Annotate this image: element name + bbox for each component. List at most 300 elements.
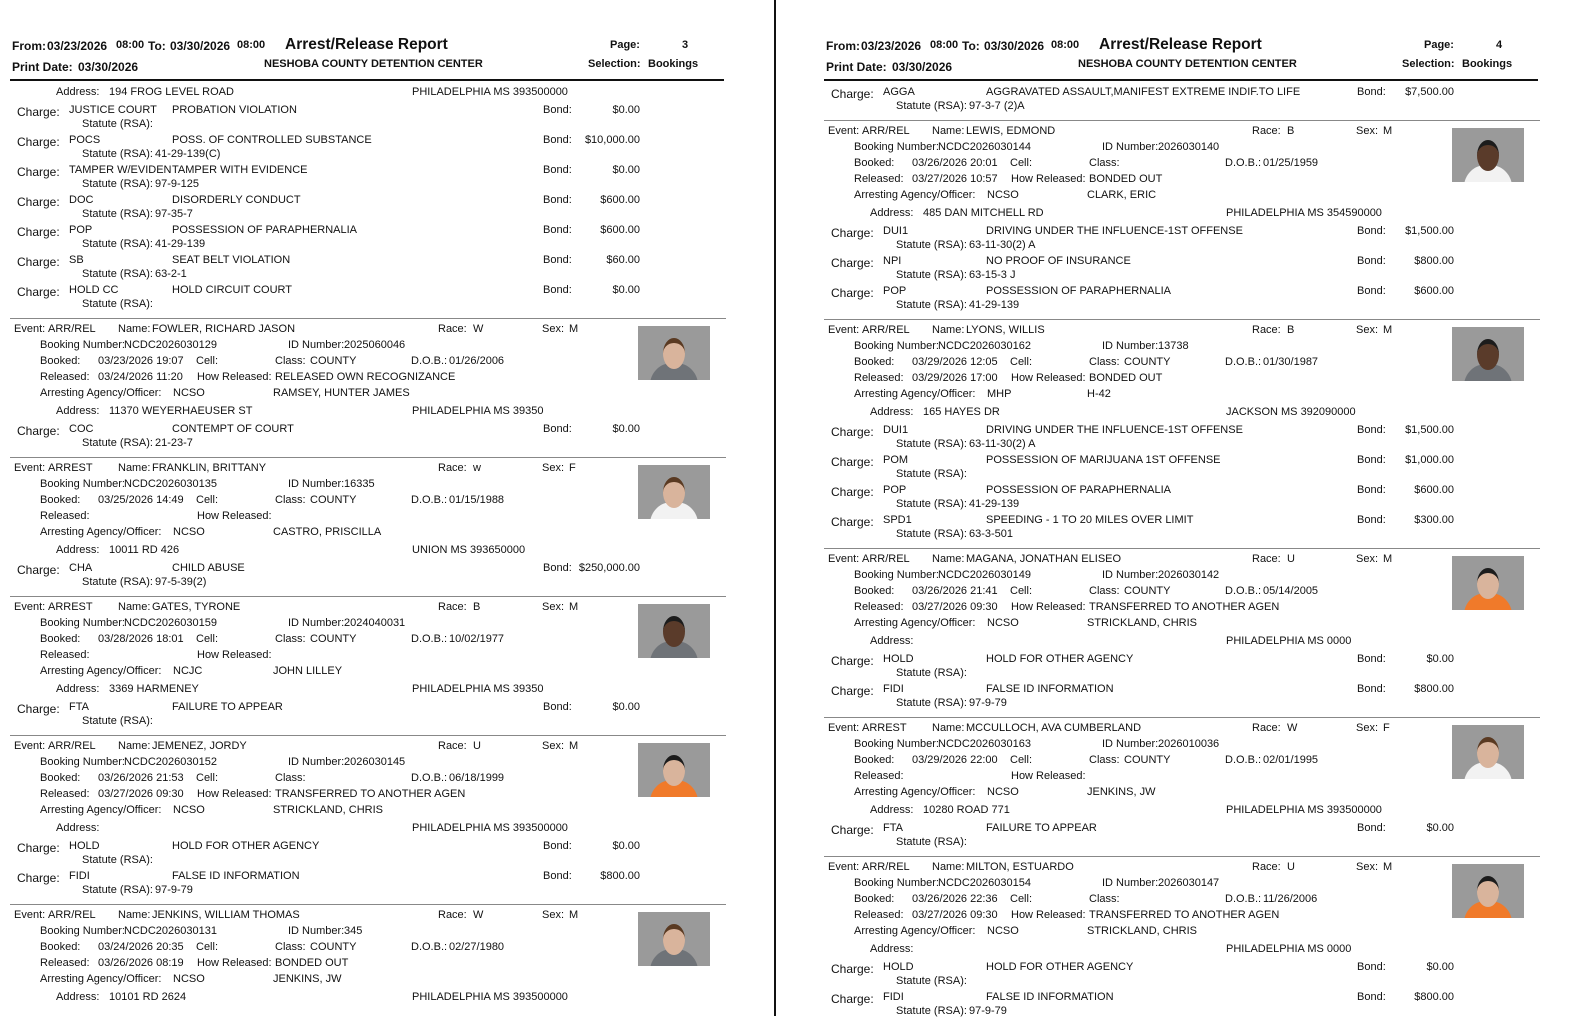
booked-label: Booked:	[854, 356, 895, 368]
cell-label: Cell:	[196, 941, 219, 953]
booking-label: Booking Number:	[854, 141, 939, 153]
charge-code: HOLD	[883, 653, 914, 665]
charge-label: Charge:	[17, 285, 60, 299]
booking-label: Booking Number:	[40, 617, 125, 629]
race-value: B	[473, 601, 481, 613]
event-type: ARR/REL	[862, 553, 910, 565]
charge-label: Charge:	[831, 286, 874, 300]
id-number: 2026030140	[1158, 141, 1220, 153]
charge-description: HOLD FOR OTHER AGENCY	[986, 961, 1134, 973]
address-label: Address:	[56, 405, 100, 417]
record-separator	[824, 717, 1540, 718]
how-released-label: How Released:	[197, 957, 272, 969]
sex-label: Sex:	[542, 601, 565, 613]
address-label: Address:	[870, 804, 914, 816]
address-street: 10101 RD 2624	[109, 991, 187, 1003]
from-date: 03/23/2026	[861, 39, 922, 53]
booked-datetime: 03/28/2026 18:01	[98, 633, 184, 645]
event-label: Event:	[14, 462, 46, 474]
record-separator	[824, 120, 1540, 121]
event-type: ARREST	[862, 722, 907, 734]
bond-amount: $600.00	[1414, 285, 1454, 297]
class-label: Class:	[275, 355, 306, 367]
charge-code: SPD1	[883, 514, 912, 526]
bond-amount: $0.00	[1426, 653, 1454, 665]
cell-label: Cell:	[1010, 754, 1033, 766]
bond-amount: $7,500.00	[1405, 86, 1454, 98]
officer-value: H-42	[1087, 388, 1111, 400]
booking-photo	[1452, 864, 1524, 918]
bond-amount: $60.00	[606, 254, 640, 266]
charge-code: POP	[883, 285, 907, 297]
inmate-name: MILTON, ESTUARDO	[966, 861, 1074, 873]
page-number: 3	[682, 39, 689, 51]
how-released-value: BONDED OUT	[1089, 372, 1163, 384]
booking-label: Booking Number:	[854, 738, 939, 750]
charge-code: FTA	[883, 822, 903, 834]
booked-datetime: 03/29/2026 12:05	[912, 356, 998, 368]
inmate-name: FRANKLIN, BRITTANY	[152, 462, 267, 474]
statute-value: 41-29-139	[969, 498, 1020, 510]
booked-datetime: 03/29/2026 22:00	[912, 754, 998, 766]
id-label: ID Number:	[1102, 738, 1159, 750]
class-value: COUNTY	[1124, 585, 1171, 597]
charge-description: CHILD ABUSE	[172, 562, 245, 574]
charge-description: HOLD CIRCUIT COURT	[172, 284, 292, 296]
event-type: ARREST	[48, 601, 93, 613]
charge-description: FAILURE TO APPEAR	[172, 701, 283, 713]
race-label: Race:	[438, 740, 467, 752]
charge-code: DUI1	[883, 424, 909, 436]
bond-label: Bond:	[1357, 991, 1386, 1003]
officer-value: JENKINS, JW	[1087, 786, 1156, 798]
how-released-label: How Released:	[1011, 909, 1086, 921]
charge-description: DRIVING UNDER THE INFLUENCE-1ST OFFENSE	[986, 225, 1243, 237]
dob-label: D.O.B.:	[411, 941, 448, 953]
event-label: Event:	[828, 722, 860, 734]
class-label: Class:	[275, 941, 306, 953]
booking-photo	[1452, 128, 1524, 182]
booking-number: NCDC2026030131	[124, 925, 217, 937]
released-datetime: 03/27/2026 10:57	[912, 173, 998, 185]
statute-label: Statute (RSA):	[896, 269, 967, 281]
class-label: Class:	[275, 494, 306, 506]
how-released-value: BONDED OUT	[275, 957, 349, 969]
booking-photo	[1452, 725, 1524, 779]
booking-label: Booking Number:	[854, 569, 939, 581]
photo-face	[1477, 737, 1499, 768]
facility-name: NESHOBA COUNTY DETENTION CENTER	[1078, 58, 1297, 70]
officer-value: STRICKLAND, CHRIS	[1087, 617, 1198, 629]
statute-label: Statute (RSA):	[82, 208, 153, 220]
booked-label: Booked:	[40, 355, 81, 367]
bond-amount: $0.00	[612, 701, 640, 713]
cell-label: Cell:	[196, 772, 219, 784]
officer-value: JOHN LILLEY	[273, 665, 343, 677]
bond-amount: $800.00	[1414, 683, 1454, 695]
class-value: COUNTY	[310, 355, 357, 367]
statute-label: Statute (RSA):	[896, 667, 967, 679]
booked-label: Booked:	[854, 585, 895, 597]
sex-label: Sex:	[1356, 861, 1379, 873]
statute-label: Statute (RSA):	[82, 178, 153, 190]
selection-value: Bookings	[1462, 58, 1513, 70]
charge-label: Charge:	[17, 871, 60, 885]
released-datetime: 03/27/2026 09:30	[912, 601, 998, 613]
dob-value: 02/01/1995	[1263, 754, 1319, 766]
charge-label: Charge:	[17, 841, 60, 855]
booking-photo	[638, 604, 710, 658]
booking-label: Booking Number:	[40, 756, 125, 768]
record-separator	[824, 319, 1540, 320]
address-city: PHILADELPHIA MS 393500000	[412, 991, 568, 1003]
bond-amount: $0.00	[612, 423, 640, 435]
cell-label: Cell:	[1010, 157, 1033, 169]
inmate-name: MAGANA, JONATHAN ELISEO	[966, 553, 1122, 565]
charge-label: Charge:	[17, 195, 60, 209]
released-label: Released:	[854, 372, 904, 384]
charge-code: FIDI	[883, 683, 904, 695]
dob-label: D.O.B.:	[1225, 893, 1262, 905]
class-value: COUNTY	[1124, 754, 1171, 766]
charge-label: Charge:	[17, 105, 60, 119]
statute-value: 41-29-139(C)	[155, 148, 221, 160]
charge-label: Charge:	[831, 455, 874, 469]
dob-value: 10/02/1977	[449, 633, 505, 645]
bond-label: Bond:	[543, 104, 572, 116]
bond-label: Bond:	[1357, 961, 1386, 973]
charge-code: HOLD	[883, 961, 914, 973]
charge-label: Charge:	[17, 424, 60, 438]
charge-code: TAMPER W/EVIDEN	[69, 164, 172, 176]
race-value: U	[1287, 553, 1295, 565]
booking-number: NCDC2026030129	[124, 339, 217, 351]
charge-description: POSSESSION OF MARIJUANA 1ST OFFENSE	[986, 454, 1221, 466]
officer-value: CLARK, ERIC	[1087, 189, 1157, 201]
charge-label: Charge:	[17, 135, 60, 149]
booked-label: Booked:	[40, 941, 81, 953]
id-label: ID Number:	[288, 925, 345, 937]
statute-value: 97-3-7 (2)A	[969, 100, 1025, 112]
id-number: 2026030142	[1158, 569, 1220, 581]
race-value: U	[473, 740, 481, 752]
dob-label: D.O.B.:	[411, 633, 448, 645]
statute-label: Statute (RSA):	[896, 299, 967, 311]
agency-value: NCSO	[173, 973, 205, 985]
bond-amount: $300.00	[1414, 514, 1454, 526]
agency-value: NCJC	[173, 665, 203, 677]
name-label: Name:	[932, 553, 965, 565]
page-number: 4	[1496, 39, 1503, 51]
statute-value: 97-9-79	[969, 1005, 1007, 1017]
statute-label: Statute (RSA):	[82, 884, 153, 896]
booking-label: Booking Number:	[40, 478, 125, 490]
id-label: ID Number:	[288, 478, 345, 490]
to-label: To:	[962, 39, 980, 53]
sex-label: Sex:	[542, 909, 565, 921]
booked-label: Booked:	[40, 494, 81, 506]
address-city: PHILADELPHIA MS 354590000	[1226, 207, 1382, 219]
selection-value: Bookings	[648, 58, 699, 70]
class-value: COUNTY	[310, 494, 357, 506]
address-city: PHILADELPHIA MS 393500000	[412, 86, 568, 98]
statute-value: 97-9-125	[155, 178, 200, 190]
bond-label: Bond:	[543, 701, 572, 713]
dob-value: 02/27/1980	[449, 941, 505, 953]
class-value: COUNTY	[310, 633, 357, 645]
race-label: Race:	[1252, 553, 1281, 565]
booking-number: NCDC2026030162	[938, 340, 1031, 352]
charge-code: POP	[883, 484, 907, 496]
photo-face	[1477, 339, 1499, 370]
class-label: Class:	[1089, 585, 1120, 597]
agency-value: NCSO	[173, 526, 205, 538]
statute-label: Statute (RSA):	[82, 854, 153, 866]
bond-label: Bond:	[1357, 285, 1386, 297]
charge-code: POM	[883, 454, 909, 466]
id-number: 345	[344, 925, 363, 937]
name-label: Name:	[118, 601, 151, 613]
agency-label: Arresting Agency/Officer:	[40, 973, 162, 985]
race-value: W	[473, 909, 484, 921]
race-label: Race:	[1252, 861, 1281, 873]
address-city: PHILADELPHIA MS 393500000	[412, 822, 568, 834]
bond-amount: $0.00	[612, 104, 640, 116]
address-city: UNION MS 393650000	[412, 544, 526, 556]
how-released-label: How Released:	[197, 788, 272, 800]
how-released-value: BONDED OUT	[1089, 173, 1163, 185]
charge-code: HOLD CC	[69, 284, 119, 296]
class-label: Class:	[1089, 893, 1120, 905]
agency-value: NCSO	[987, 925, 1019, 937]
charge-label: Charge:	[831, 992, 874, 1006]
released-datetime: 03/27/2026 09:30	[98, 788, 184, 800]
name-label: Name:	[932, 861, 965, 873]
race-value: B	[1287, 125, 1295, 137]
charge-label: Charge:	[17, 563, 60, 577]
statute-label: Statute (RSA):	[82, 437, 153, 449]
charge-description: HOLD FOR OTHER AGENCY	[172, 840, 320, 852]
address-street: 10011 RD 426	[109, 544, 180, 556]
statute-value: 21-23-7	[155, 437, 193, 449]
from-date: 03/23/2026	[47, 39, 108, 53]
photo-face	[663, 338, 685, 369]
statute-value: 63-11-30(2) A	[969, 239, 1036, 251]
race-label: Race:	[438, 462, 467, 474]
how-released-label: How Released:	[197, 510, 272, 522]
officer-value: CASTRO, PRISCILLA	[273, 526, 382, 538]
agency-label: Arresting Agency/Officer:	[854, 189, 976, 201]
how-released-label: How Released:	[1011, 372, 1086, 384]
charge-code: AGGA	[883, 86, 915, 98]
address-street: 485 DAN MITCHELL RD	[923, 207, 1044, 219]
statute-label: Statute (RSA):	[82, 238, 153, 250]
charge-label: Charge:	[831, 87, 874, 101]
booking-number: NCDC2026030159	[124, 617, 217, 629]
sex-value: F	[1383, 722, 1390, 734]
officer-value: STRICKLAND, CHRIS	[1087, 925, 1198, 937]
event-type: ARR/REL	[48, 323, 96, 335]
agency-label: Arresting Agency/Officer:	[854, 617, 976, 629]
charge-description: FALSE ID INFORMATION	[986, 683, 1114, 695]
cell-label: Cell:	[1010, 585, 1033, 597]
charge-description: FAILURE TO APPEAR	[986, 822, 1097, 834]
statute-label: Statute (RSA):	[896, 528, 967, 540]
bond-label: Bond:	[1357, 424, 1386, 436]
bond-label: Bond:	[543, 840, 572, 852]
name-label: Name:	[932, 324, 965, 336]
address-city: PHILADELPHIA MS 0000	[1226, 635, 1352, 647]
race-label: Race:	[438, 909, 467, 921]
bond-label: Bond:	[543, 134, 572, 146]
from-time: 08:00	[116, 39, 145, 51]
class-value: COUNTY	[1124, 356, 1171, 368]
booking-photo	[1452, 327, 1524, 381]
released-label: Released:	[40, 957, 90, 969]
photo-face	[1477, 140, 1499, 171]
class-value: COUNTY	[310, 941, 357, 953]
charge-description: AGGRAVATED ASSAULT,MANIFEST EXTREME INDIF.TO LIFE	[986, 86, 1301, 98]
charge-code: FIDI	[883, 991, 904, 1003]
booked-datetime: 03/26/2026 21:53	[98, 772, 184, 784]
agency-label: Arresting Agency/Officer:	[40, 526, 162, 538]
booked-datetime: 03/26/2026 21:41	[912, 585, 998, 597]
bond-amount: $800.00	[1414, 991, 1454, 1003]
how-released-label: How Released:	[1011, 173, 1086, 185]
id-number: 13738	[1158, 340, 1189, 352]
print-date-label: Print Date:	[12, 60, 73, 74]
id-label: ID Number:	[288, 756, 345, 768]
bond-label: Bond:	[543, 164, 572, 176]
address-label: Address:	[870, 635, 914, 647]
booking-label: Booking Number:	[854, 340, 939, 352]
charge-label: Charge:	[831, 654, 874, 668]
statute-value: 97-35-7	[155, 208, 193, 220]
from-label: From:	[826, 39, 860, 53]
race-label: Race:	[1252, 125, 1281, 137]
name-label: Name:	[118, 462, 151, 474]
charge-description: POSSESSION OF PARAPHERNALIA	[172, 224, 358, 236]
address-city: PHILADELPHIA MS 0000	[1226, 943, 1352, 955]
charge-description: HOLD FOR OTHER AGENCY	[986, 653, 1134, 665]
print-date: 03/30/2026	[892, 60, 953, 74]
header-rule	[10, 79, 724, 81]
print-date: 03/30/2026	[78, 60, 139, 74]
dob-label: D.O.B.:	[1225, 356, 1262, 368]
charge-label: Charge:	[831, 684, 874, 698]
bond-amount: $0.00	[612, 284, 640, 296]
charge-label: Charge:	[831, 962, 874, 976]
bond-label: Bond:	[1357, 822, 1386, 834]
charge-label: Charge:	[17, 702, 60, 716]
bond-label: Bond:	[543, 562, 572, 574]
charge-label: Charge:	[831, 256, 874, 270]
report-page-4	[814, 0, 1576, 1016]
id-number: 2026030145	[344, 756, 406, 768]
to-time: 08:00	[1051, 39, 1080, 51]
booking-number: NCDC2026030144	[938, 141, 1031, 153]
how-released-label: How Released:	[197, 649, 272, 661]
sex-label: Sex:	[1356, 553, 1379, 565]
record-separator	[10, 904, 726, 905]
bond-label: Bond:	[1357, 683, 1386, 695]
charge-description: CONTEMPT OF COURT	[172, 423, 294, 435]
bond-amount: $1,500.00	[1405, 424, 1454, 436]
bond-label: Bond:	[543, 423, 572, 435]
bond-label: Bond:	[543, 194, 572, 206]
released-label: Released:	[854, 173, 904, 185]
id-number: 16335	[344, 478, 375, 490]
charge-label: Charge:	[831, 515, 874, 529]
event-label: Event:	[828, 324, 860, 336]
how-released-label: How Released:	[1011, 601, 1086, 613]
class-label: Class:	[1089, 157, 1120, 169]
dob-label: D.O.B.:	[411, 355, 448, 367]
booked-datetime: 03/26/2026 20:01	[912, 157, 998, 169]
dob-value: 01/26/2006	[449, 355, 505, 367]
dob-value: 01/25/1959	[1263, 157, 1319, 169]
address-street: 165 HAYES DR	[923, 406, 1000, 418]
address-label: Address:	[870, 406, 914, 418]
inmate-name: LYONS, WILLIS	[966, 324, 1045, 336]
facility-name: NESHOBA COUNTY DETENTION CENTER	[264, 58, 483, 70]
address-label: Address:	[56, 683, 100, 695]
bond-amount: $0.00	[1426, 822, 1454, 834]
how-released-value: RELEASED OWN RECOGNIZANCE	[275, 371, 456, 383]
event-label: Event:	[828, 553, 860, 565]
from-label: From:	[12, 39, 46, 53]
address-label: Address:	[56, 822, 100, 834]
to-label: To:	[148, 39, 166, 53]
charge-label: Charge:	[831, 485, 874, 499]
cell-label: Cell:	[1010, 356, 1033, 368]
race-label: Race:	[1252, 722, 1281, 734]
race-label: Race:	[1252, 324, 1281, 336]
charge-description: SPEEDING - 1 TO 20 MILES OVER LIMIT	[986, 514, 1194, 526]
race-label: Race:	[438, 323, 467, 335]
report-title: Arrest/Release Report	[285, 36, 448, 53]
booking-label: Booking Number:	[40, 925, 125, 937]
sex-label: Sex:	[1356, 125, 1379, 137]
charge-description: DRIVING UNDER THE INFLUENCE-1ST OFFENSE	[986, 424, 1243, 436]
page-divider	[774, 0, 776, 1016]
class-label: Class:	[275, 772, 306, 784]
charge-label: Charge:	[831, 425, 874, 439]
charge-code: CHA	[69, 562, 93, 574]
charge-code: SB	[69, 254, 84, 266]
address-street: 11370 WEYERHAEUSER ST	[109, 405, 253, 417]
sex-label: Sex:	[542, 462, 565, 474]
address-label: Address:	[870, 943, 914, 955]
id-number: 2026010036	[1158, 738, 1220, 750]
inmate-name: LEWIS, EDMOND	[966, 125, 1056, 137]
how-released-label: How Released:	[1011, 770, 1086, 782]
bond-amount: $600.00	[600, 194, 640, 206]
booking-label: Booking Number:	[40, 339, 125, 351]
address-city: PHILADELPHIA MS 39350	[412, 405, 544, 417]
bond-amount: $0.00	[612, 840, 640, 852]
released-label: Released:	[854, 770, 904, 782]
event-type: ARR/REL	[862, 861, 910, 873]
charge-code: POP	[69, 224, 93, 236]
dob-label: D.O.B.:	[411, 772, 448, 784]
dob-label: D.O.B.:	[1225, 754, 1262, 766]
statute-value: 63-3-501	[969, 528, 1014, 540]
event-type: ARREST	[48, 462, 93, 474]
name-label: Name:	[118, 323, 151, 335]
charge-description: DISORDERLY CONDUCT	[172, 194, 301, 206]
sex-value: F	[569, 462, 576, 474]
